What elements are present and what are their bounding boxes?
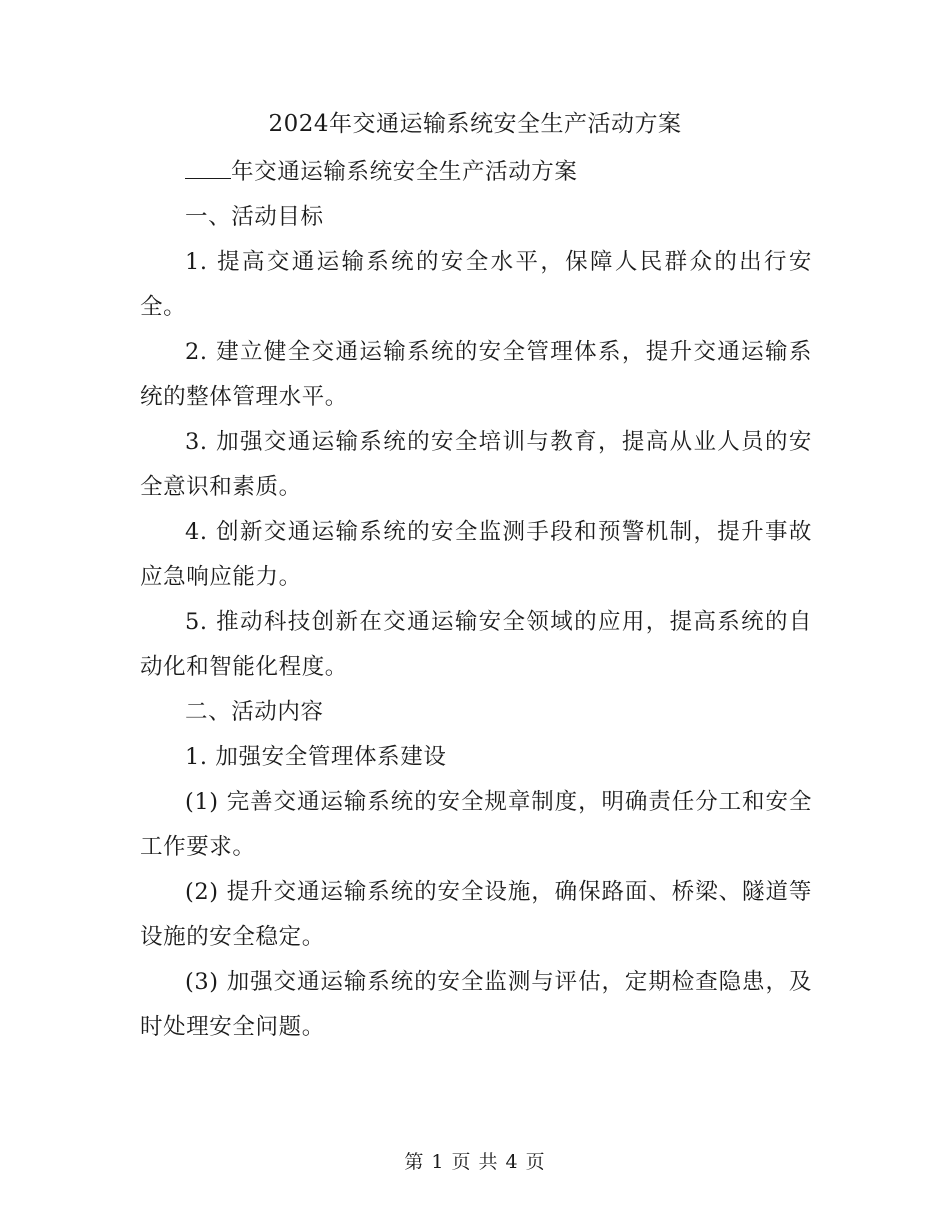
goal-item-2: 2. 建立健全交通运输系统的安全管理体系，提升交通运输系统的整体管理水平。	[140, 339, 812, 410]
page-number-footer: 第 1 页 共 4 页	[404, 1151, 546, 1173]
subtitle-line	[140, 150, 812, 195]
fill-in-blank	[185, 158, 231, 179]
content-subheading-1: 1. 加强安全管理体系建设	[185, 744, 447, 770]
goal-item-5: 5. 推动科技创新在交通运输安全领域的应用，提高系统的自动化和智能化程度。	[140, 609, 812, 680]
document-title: 2024年交通运输系统安全生产活动方案	[268, 111, 682, 137]
goal-item-3: 3. 加强交通运输系统的安全培训与教育，提高从业人员的安全意识和素质。	[140, 429, 812, 500]
section-heading-content: 二、活动内容	[185, 699, 324, 725]
goal-item-1: 1. 提高交通运输系统的安全水平，保障人民群众的出行安全。	[140, 249, 812, 320]
document-body	[140, 150, 812, 1050]
subtitle-text: 年交通运输系统安全生产活动方案	[231, 159, 578, 185]
content-item-2: (2) 提升交通运输系统的安全设施，确保路面、桥梁、隧道等设施的安全稳定。	[140, 879, 812, 950]
content-item-1: (1) 完善交通运输系统的安全规章制度，明确责任分工和安全工作要求。	[140, 789, 812, 860]
goal-item-4: 4. 创新交通运输系统的安全监测手段和预警机制，提升事故应急响应能力。	[140, 519, 812, 590]
section-heading-goals: 一、活动目标	[185, 204, 324, 230]
content-item-3: (3) 加强交通运输系统的安全监测与评估，定期检查隐患，及时处理安全问题。	[140, 969, 812, 1040]
